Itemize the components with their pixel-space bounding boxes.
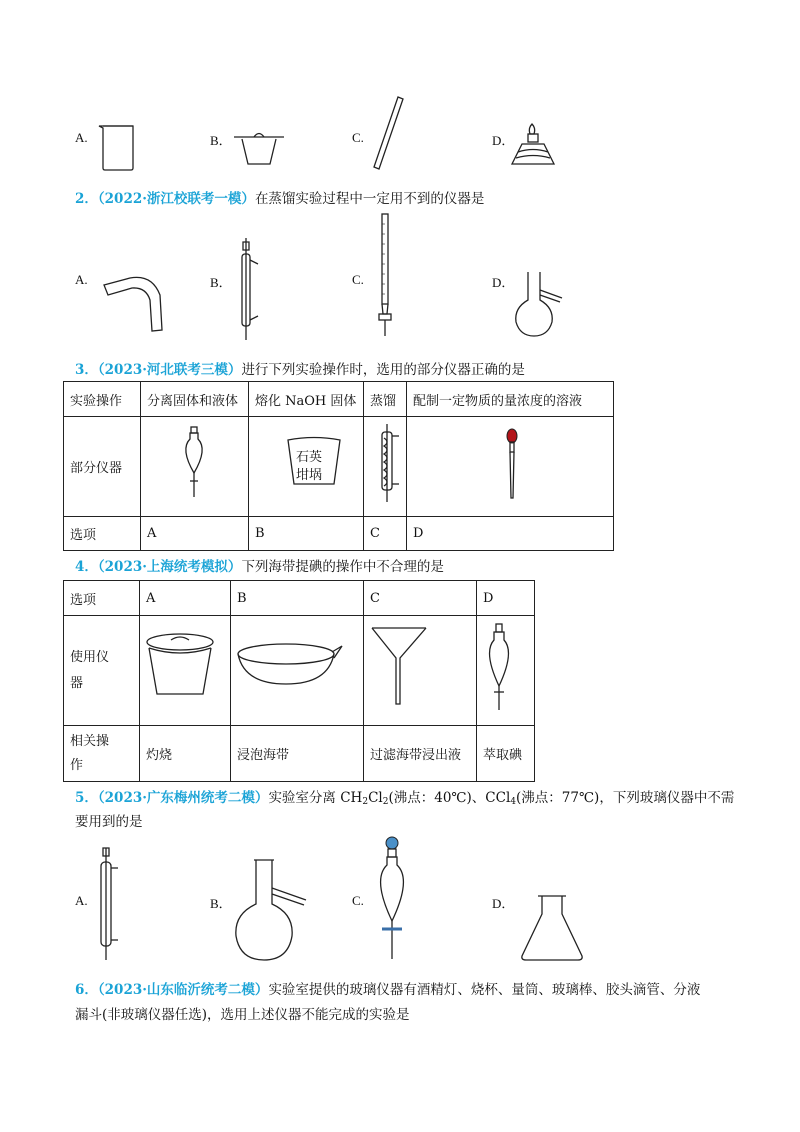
q3-stem [75, 358, 525, 378]
q4-row-label [64, 616, 140, 726]
q6-number: 6． [75, 982, 98, 998]
q3-header-cell: 配制一定物质的量浓度的溶液 [407, 382, 614, 417]
q5-stem [75, 786, 734, 807]
q5-option-b-label: B． [210, 896, 232, 911]
q4-number: 4． [75, 559, 98, 575]
q1-option-a-label: A. [75, 130, 88, 145]
q1-option-b-label: B． [210, 133, 232, 148]
evaporating-dish-icon [234, 640, 346, 690]
q3-cell: C [364, 517, 407, 551]
conical-flask-icon [518, 894, 586, 964]
q5-source: （2023·广东梅州统考二模） [97, 790, 269, 806]
q3-header-cell: 蒸馏 [364, 382, 407, 417]
q3-cell: A [141, 517, 249, 551]
q4-stem [75, 555, 444, 575]
q4-cell: 浸泡海带 [231, 726, 364, 782]
q3-row-label: 部分仪器 [64, 417, 141, 517]
q4-text: 下列海带提碘的操作中不合理的是 [241, 559, 444, 575]
glass-rod-icon [370, 95, 410, 175]
q3-text: 进行下列实验操作时，选用的部分仪器正确的是 [241, 362, 525, 378]
condenser-icon [96, 846, 122, 962]
funnel-icon [370, 626, 430, 708]
separatory-funnel-icon [180, 425, 210, 500]
q4-row-label [64, 726, 140, 782]
q5-subscript: 4 [510, 797, 516, 807]
q2-option-b-label: B． [210, 275, 232, 290]
distilling-flask-icon [512, 270, 572, 340]
q6-stem-line2: 漏斗(非玻璃仪器任选)，选用上述仪器不能完成的实验是 [75, 1007, 410, 1023]
q5-option-c-label: C. [352, 893, 364, 908]
q2-text: 在蒸馏实验过程中一定用不到的仪器是 [254, 191, 485, 207]
q5-text-d: (沸点：77℃)，下列玻璃仪器中不需 [516, 790, 735, 806]
q4-cell: 萃取碘 [477, 726, 535, 782]
q3-cell: B [249, 517, 364, 551]
beaker-icon [95, 120, 140, 172]
crucible-with-lid-icon [143, 632, 218, 698]
q5-text-a: 实验室分离 CH [268, 790, 363, 806]
q5-number: 5． [75, 790, 98, 806]
q3-cell: 选项 [64, 517, 141, 551]
q4-source: （2023·上海统考模拟） [97, 559, 242, 575]
q4-row-label-line: 相关操 [70, 733, 110, 749]
crucible-with-lid-icon [232, 130, 287, 170]
q5-option-a-label: A. [75, 893, 88, 908]
crucible-label-2: 坩埚 [296, 468, 323, 483]
burette-icon [372, 212, 402, 340]
q5-subscript: 2 [382, 797, 389, 807]
condenser-icon [236, 236, 266, 341]
q2-stem [75, 187, 484, 207]
q3-cell: D [407, 517, 614, 551]
separatory-funnel-icon [372, 835, 412, 963]
q3-source: （2023·河北联考三模） [97, 362, 242, 378]
q4-cell: 灼烧 [140, 726, 231, 782]
q3-header-cell: 熔化 NaOH 固体 [249, 382, 364, 417]
q5-text-c: (沸点：40℃)、CCl [388, 790, 511, 806]
q3-header-cell: 实验操作 [64, 382, 141, 417]
q4-row-label-line: 作 [70, 757, 84, 773]
crucible-label-1: 石英 [296, 450, 323, 465]
q6-source: （2023·山东临沂统考二模） [97, 982, 269, 998]
q4-row-label-line: 器 [70, 675, 84, 691]
q4-row-label-line: 使用仪 [70, 649, 110, 665]
q4-header-cell: D [477, 581, 535, 616]
q6-text: 实验室提供的玻璃仪器有酒精灯、烧杯、量筒、玻璃棒、胶头滴管、分液 [268, 982, 701, 998]
q4-header-cell: 选项 [64, 581, 140, 616]
q1-option-d-label: D． [492, 133, 515, 148]
q6-stem [75, 978, 700, 998]
q4-header-cell: A [140, 581, 231, 616]
distilling-flask-icon [232, 858, 312, 964]
q4-header-cell: B [231, 581, 364, 616]
q5-subscript: 2 [362, 797, 369, 807]
alcohol-lamp-icon [510, 122, 558, 172]
condenser-icon [376, 422, 402, 504]
q4-cell: 过滤海带浸出液 [364, 726, 477, 782]
q2-option-c-label: C. [352, 272, 364, 287]
q5-stem-line2: 要用到的是 [75, 814, 143, 830]
separatory-funnel-icon [485, 622, 515, 712]
q2-option-d-label: D． [492, 275, 515, 290]
q4-header-cell: C [364, 581, 477, 616]
q3-header-cell: 分离固体和液体 [141, 382, 249, 417]
q2-option-a-label: A. [75, 272, 88, 287]
q5-option-d-label: D． [492, 896, 515, 911]
q1-option-c-label: C. [352, 130, 364, 145]
q2-source: （2022·浙江校联考一模） [97, 191, 255, 207]
dropper-icon [502, 428, 522, 500]
q5-text-b: Cl [368, 790, 383, 806]
q3-number: 3． [75, 362, 98, 378]
q2-number: 2． [75, 191, 98, 207]
bent-adapter-icon [100, 275, 165, 340]
